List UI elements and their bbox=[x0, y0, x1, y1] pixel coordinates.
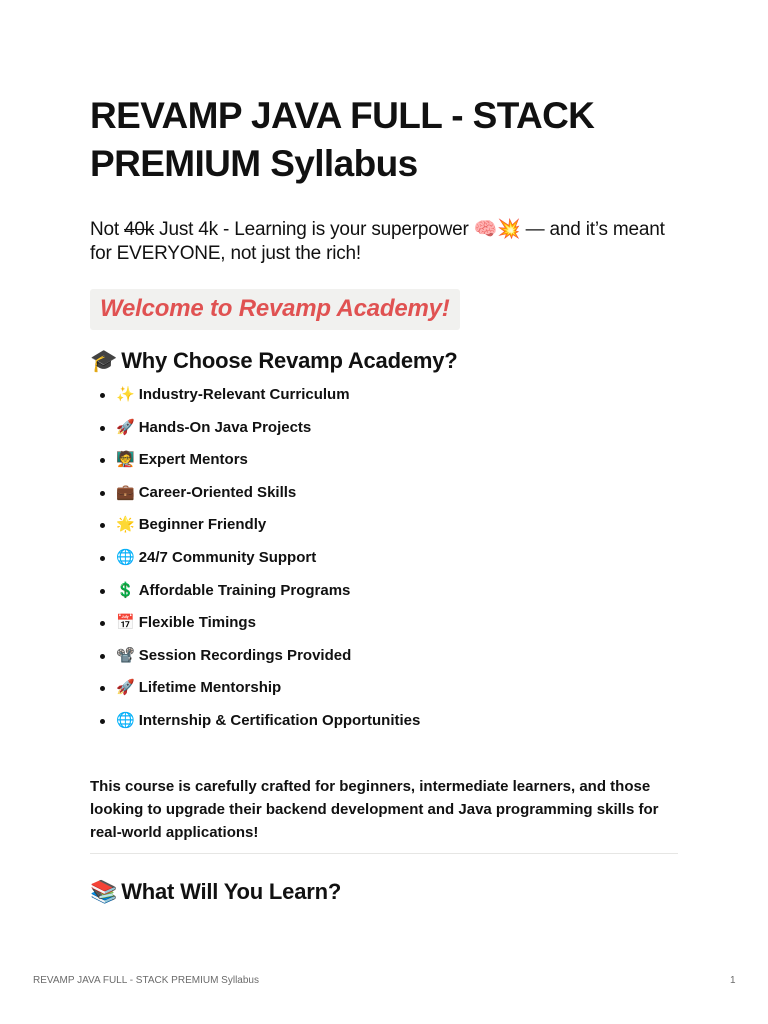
list-item-label: Expert Mentors bbox=[138, 451, 248, 469]
learn-heading-text: What Will You Learn? bbox=[121, 878, 342, 904]
rocket-icon: 🚀 bbox=[116, 679, 135, 697]
footer-doc-title: REVAMP JAVA FULL - STACK PREMIUM Syllabus bbox=[33, 975, 259, 986]
star-icon: 🌟 bbox=[116, 516, 135, 534]
list-item bbox=[90, 613, 680, 646]
course-description: This course is carefully crafted for beginners, intermediate learners, and those looking to upgrade their backend development and Java programming skills for real-world applications! bbox=[90, 777, 659, 842]
list-item bbox=[90, 711, 680, 744]
list-item-label: Internship & Certification Opportunities bbox=[138, 711, 421, 729]
tagline-suffix: Just 4k - Learning is your superpower 🧠💥 — and it’s meant for EVERYONE, not just the rich! bbox=[90, 219, 665, 264]
welcome-callout bbox=[90, 289, 460, 330]
list-item bbox=[90, 515, 680, 548]
dollar-icon: 💲 bbox=[116, 581, 135, 599]
why-heading-text: Why Choose Revamp Academy? bbox=[121, 348, 458, 373]
list-item-label: Affordable Training Programs bbox=[138, 581, 351, 599]
sparkles-icon: ✨ bbox=[116, 386, 135, 403]
list-item-label: Career-Oriented Skills bbox=[138, 483, 297, 501]
list-item-label: Lifetime Mentorship bbox=[138, 679, 282, 697]
why-heading bbox=[90, 347, 680, 375]
briefcase-icon: 💼 bbox=[116, 483, 135, 501]
list-item-label: Flexible Timings bbox=[138, 614, 256, 632]
globe-icon: 🌐 bbox=[116, 548, 135, 566]
document-title: REVAMP JAVA FULL - STACK PREMIUM Syllabus bbox=[90, 95, 595, 184]
list-item-label: Beginner Friendly bbox=[138, 516, 267, 534]
learn-heading bbox=[90, 878, 680, 906]
list-item bbox=[90, 385, 680, 418]
tagline bbox=[90, 218, 680, 266]
document-page bbox=[90, 92, 680, 906]
divider bbox=[90, 853, 678, 854]
globe-icon: 🌐 bbox=[116, 711, 135, 729]
graduation-cap-icon: 🎓 bbox=[90, 348, 118, 373]
list-item-label: 24/7 Community Support bbox=[138, 548, 317, 566]
welcome-text: Welcome to Revamp Academy! bbox=[100, 295, 450, 322]
feature-list bbox=[90, 385, 680, 744]
list-item-label: Session Recordings Provided bbox=[138, 646, 352, 664]
list-item bbox=[90, 678, 680, 711]
footer-page-number: 1 bbox=[730, 975, 736, 986]
teacher-icon: 🧑‍🏫 bbox=[116, 451, 135, 469]
list-item bbox=[90, 581, 680, 614]
list-item bbox=[90, 418, 680, 451]
list-item bbox=[90, 548, 680, 581]
books-icon: 📚 bbox=[90, 878, 118, 904]
tagline-prefix: Not bbox=[90, 219, 125, 240]
old-price: 40k bbox=[124, 219, 155, 240]
list-item bbox=[90, 646, 680, 679]
calendar-icon: 📅 bbox=[116, 614, 135, 632]
list-item-label: Hands-On Java Projects bbox=[138, 418, 312, 436]
rocket-icon: 🚀 bbox=[116, 418, 135, 436]
list-item-label: Industry-Relevant Curriculum bbox=[138, 386, 350, 403]
list-item bbox=[90, 483, 680, 516]
film-projector-icon: 📽️ bbox=[116, 646, 135, 664]
list-item bbox=[90, 450, 680, 483]
